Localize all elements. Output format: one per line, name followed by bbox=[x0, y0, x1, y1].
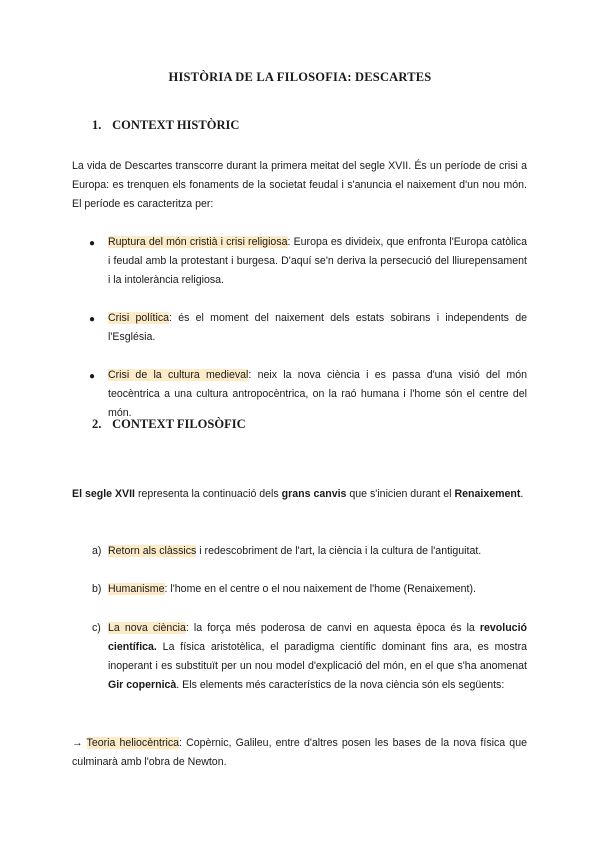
bullet-term-2: Crisi política bbox=[108, 312, 170, 324]
document-title: HISTÒRIA DE LA FILOSOFIA: DESCARTES bbox=[168, 70, 432, 84]
list-term-a: Retorn als clàssics bbox=[108, 545, 197, 557]
section-1-number: 1. bbox=[92, 118, 102, 132]
section-2-title: CONTEXT FILOSÒFIC bbox=[112, 417, 246, 431]
list-term-c: La nova ciència bbox=[108, 622, 186, 634]
list-text-b: : l'home en el centre o el nou naixement de l'home (Renaixement). bbox=[164, 583, 476, 595]
bullet-item-2 bbox=[108, 309, 527, 347]
bullet-dot: ● bbox=[89, 238, 96, 249]
bullet-text-3: : neix la nova ciència i es passa d'una visió del món teocèntrica a una cultura antropocèntrica, on la raó humana i l'home són el centre del món. bbox=[108, 369, 527, 419]
arrow-item-term: Teoria heliocèntrica bbox=[86, 737, 180, 749]
list-text-a: i redescobriment de l'art, la ciència i la cultura de l'antiguitat. bbox=[196, 545, 482, 557]
list-marker-c: c) bbox=[92, 622, 101, 634]
list-marker-b: b) bbox=[92, 583, 102, 595]
list-text-c-1: : la força més poderosa de canvi en aquesta època és la bbox=[185, 622, 480, 634]
intro-text-1: representa la continuació dels bbox=[135, 488, 282, 500]
arrow-item-text: : Copèrnic, Galileu, entre d'altres posen les bases de la nova física que culminarà amb l'obra de Newton. bbox=[72, 737, 527, 768]
intro-bold-1: El segle XVII bbox=[72, 488, 136, 500]
section-2-intro bbox=[72, 485, 527, 504]
list-marker-a: a) bbox=[92, 545, 102, 557]
section-2-heading bbox=[92, 417, 246, 432]
list-item-a bbox=[108, 542, 527, 561]
list-term-b: Humanisme bbox=[108, 583, 165, 595]
arrow-right-icon: → bbox=[72, 737, 83, 749]
intro-text-2: que s'inicien durant el bbox=[346, 488, 455, 500]
bullet-term-1: Ruptura del món cristià i crisi religiosa bbox=[108, 236, 288, 248]
intro-bold-2: grans canvis bbox=[281, 488, 347, 500]
section-1-title: CONTEXT HISTÒRIC bbox=[112, 118, 240, 132]
bullet-text-2: : és el moment del naixement dels estats sobirans i independents de l'Església. bbox=[108, 312, 527, 343]
bullet-item-3 bbox=[108, 366, 527, 423]
bullet-term-3: Crisi de la cultura medieval bbox=[108, 369, 249, 381]
list-text-c-2: La física aristotèlica, el paradigma científic dominant fins ara, es mostra inoperant i es substituït per un nou model d'explicació del món, en el que s'ha anomenat bbox=[108, 641, 527, 672]
intro-text-3: . bbox=[520, 488, 524, 500]
list-item-b bbox=[108, 580, 527, 599]
section-1-intro: La vida de Descartes transcorre durant la primera meitat del segle XVII. És un període de crisi a Europa: es trenquen els fonaments de la societat feudal i s'anuncia el naixement d'un nou món. El període es caracteritza per: bbox=[72, 160, 527, 210]
bullet-dot: ● bbox=[89, 371, 96, 382]
arrow-item bbox=[72, 734, 527, 772]
intro-bold-3: Renaixement bbox=[454, 488, 521, 500]
bullet-text-1: : Europa es divideix, que enfronta l'Europa catòlica i feudal amb la protestant i burgesa. D'aquí se'n deriva la persecució del lliurepensament i la intolerància religiosa. bbox=[108, 236, 527, 286]
list-text-c-3: . Els elements més característics de la nova ciència són els següents: bbox=[176, 679, 505, 691]
section-2-number: 2. bbox=[92, 417, 102, 431]
list-item-c bbox=[108, 619, 527, 695]
bullet-item-1 bbox=[108, 233, 527, 290]
list-bold-c-1: revolució científica. bbox=[108, 622, 527, 653]
bullet-dot: ● bbox=[89, 314, 96, 325]
list-bold-c-2: Gir copernicà bbox=[108, 679, 177, 691]
section-1-heading bbox=[92, 118, 239, 133]
